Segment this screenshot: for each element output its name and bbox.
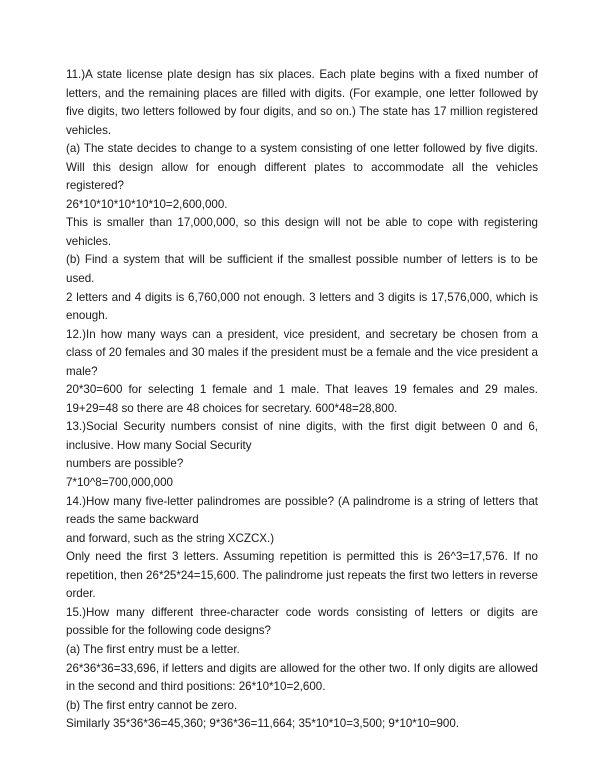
q11a-calculation: 26*10*10*10*10*10=2,600,000.	[66, 197, 228, 211]
q11b-answer: 2 letters and 4 digits is 6,760,000 not enough. 3 letters and 3 digits is 17,576,000, which is enough.	[66, 290, 538, 323]
q11-intro: 11.)A state license plate design has six places. Each plate begins with a fixed number of letters, and the remaining places are filled with digits. (For example, one letter followed by five digits, two letters followed by four digits, and so on.) The state has 17 million registered vehicles.	[66, 68, 538, 137]
q11a-question: (a) The state decides to change to a system consisting of one letter followed by five digits. Will this design allow for enough different plates to accommodate all the vehicles registered?	[66, 142, 538, 193]
q12-question: 12.)In how many ways can a president, vice president, and secretary be chosen from a class of 20 females and 30 males if the president must be a female and the vice president a male?	[66, 327, 538, 378]
q14-answer: Only need the first 3 letters. Assuming repetition is permitted this is 26^3=17,576. If no repetition, then 26*25*24=15,600. The palindrome just repeats the first two letters in reverse order.	[66, 550, 538, 601]
q13-question-cont: numbers are possible?	[66, 457, 184, 471]
q11b-question: (b) Find a system that will be sufficient if the smallest possible number of letters is to be used.	[66, 253, 538, 286]
q15a-answer: 26*36*36=33,696, if letters and digits are allowed for the other two. If only digits are allowed in the second and third positions: 26*10*10=2,600.	[66, 661, 538, 694]
q11a-answer: This is smaller than 17,000,000, so this design will not be able to cope with registering vehicles.	[66, 216, 538, 248]
q15a-question: (a) The first entry must be a letter.	[66, 642, 240, 656]
q15-question: 15.)How many different three-character code words consisting of letters or digits are possible for the following code designs?	[66, 605, 538, 638]
document-body	[66, 66, 538, 734]
q15b-answer: Similarly 35*36*36=45,360; 9*36*36=11,664; 35*10*10=3,500; 9*10*10=900.	[66, 717, 460, 731]
q13-answer: 7*10^8=700,000,000	[66, 476, 173, 490]
q14-question: 14.)How many five-letter palindromes are possible? (A palindrome is a string of letters that reads the same backward	[66, 494, 538, 527]
q14-question-cont: and forward, such as the string XCZCX.)	[66, 531, 275, 545]
q15b-question: (b) The first entry cannot be zero.	[66, 698, 238, 712]
q12-answer: 20*30=600 for selecting 1 female and 1 male. That leaves 19 females and 29 males. 19+29=48 so there are 48 choices for secretary. 600*48=28,800.	[66, 383, 538, 415]
q13-question: 13.)Social Security numbers consist of nine digits, with the first digit between 0 and 6, inclusive. How many Social Security	[66, 420, 538, 452]
